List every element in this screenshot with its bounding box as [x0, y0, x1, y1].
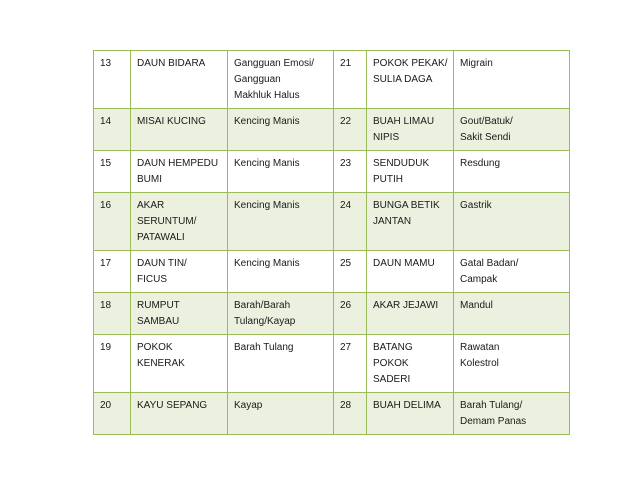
ailment: Barah/Barah Tulang/Kayap: [228, 293, 334, 335]
plant-name: KAYU SEPANG: [131, 393, 228, 435]
ailment: Kayap: [228, 393, 334, 435]
row-number: 24: [334, 193, 367, 251]
row-number: 19: [94, 335, 131, 393]
herb-remedy-table: [93, 50, 570, 435]
plant-name: RUMPUT SAMBAU: [131, 293, 228, 335]
row-number: 13: [94, 51, 131, 109]
table-row: [94, 51, 570, 109]
ailment: Migrain: [454, 51, 570, 109]
plant-name: DAUN TIN/ FICUS: [131, 251, 228, 293]
plant-name: DAUN HEMPEDU BUMI: [131, 151, 228, 193]
plant-name: SENDUDUK PUTIH: [367, 151, 454, 193]
ailment: Resdung: [454, 151, 570, 193]
plant-name: BUAH LIMAU NIPIS: [367, 109, 454, 151]
ailment: Mandul: [454, 293, 570, 335]
row-number: 22: [334, 109, 367, 151]
plant-name: DAUN MAMU: [367, 251, 454, 293]
table-row: [94, 293, 570, 335]
row-number: 20: [94, 393, 131, 435]
plant-name: AKAR JEJAWI: [367, 293, 454, 335]
plant-name: POKOK KENERAK: [131, 335, 228, 393]
ailment: Barah Tulang/ Demam Panas: [454, 393, 570, 435]
table-row: [94, 335, 570, 393]
plant-name: DAUN BIDARA: [131, 51, 228, 109]
plant-name: MISAI KUCING: [131, 109, 228, 151]
table-row: [94, 193, 570, 251]
plant-name: POKOK PEKAK/ SULIA DAGA: [367, 51, 454, 109]
ailment: Gout/Batuk/ Sakit Sendi: [454, 109, 570, 151]
ailment: Kencing Manis: [228, 109, 334, 151]
ailment: Kencing Manis: [228, 151, 334, 193]
ailment: Rawatan Kolestrol: [454, 335, 570, 393]
plant-name: AKAR SERUNTUM/ PATAWALI: [131, 193, 228, 251]
row-number: 25: [334, 251, 367, 293]
row-number: 26: [334, 293, 367, 335]
row-number: 21: [334, 51, 367, 109]
row-number: 18: [94, 293, 131, 335]
table-row: [94, 151, 570, 193]
ailment: Gangguan Emosi/ Gangguan Makhluk Halus: [228, 51, 334, 109]
table-row: [94, 109, 570, 151]
plant-name: BUNGA BETIK JANTAN: [367, 193, 454, 251]
table-row: [94, 251, 570, 293]
ailment: Gatal Badan/ Campak: [454, 251, 570, 293]
table-row: [94, 393, 570, 435]
row-number: 15: [94, 151, 131, 193]
row-number: 17: [94, 251, 131, 293]
row-number: 16: [94, 193, 131, 251]
row-number: 14: [94, 109, 131, 151]
plant-name: BUAH DELIMA: [367, 393, 454, 435]
ailment: Kencing Manis: [228, 251, 334, 293]
ailment: Kencing Manis: [228, 193, 334, 251]
row-number: 23: [334, 151, 367, 193]
ailment: Barah Tulang: [228, 335, 334, 393]
row-number: 28: [334, 393, 367, 435]
ailment: Gastrik: [454, 193, 570, 251]
plant-name: BATANG POKOK SADERI: [367, 335, 454, 393]
row-number: 27: [334, 335, 367, 393]
